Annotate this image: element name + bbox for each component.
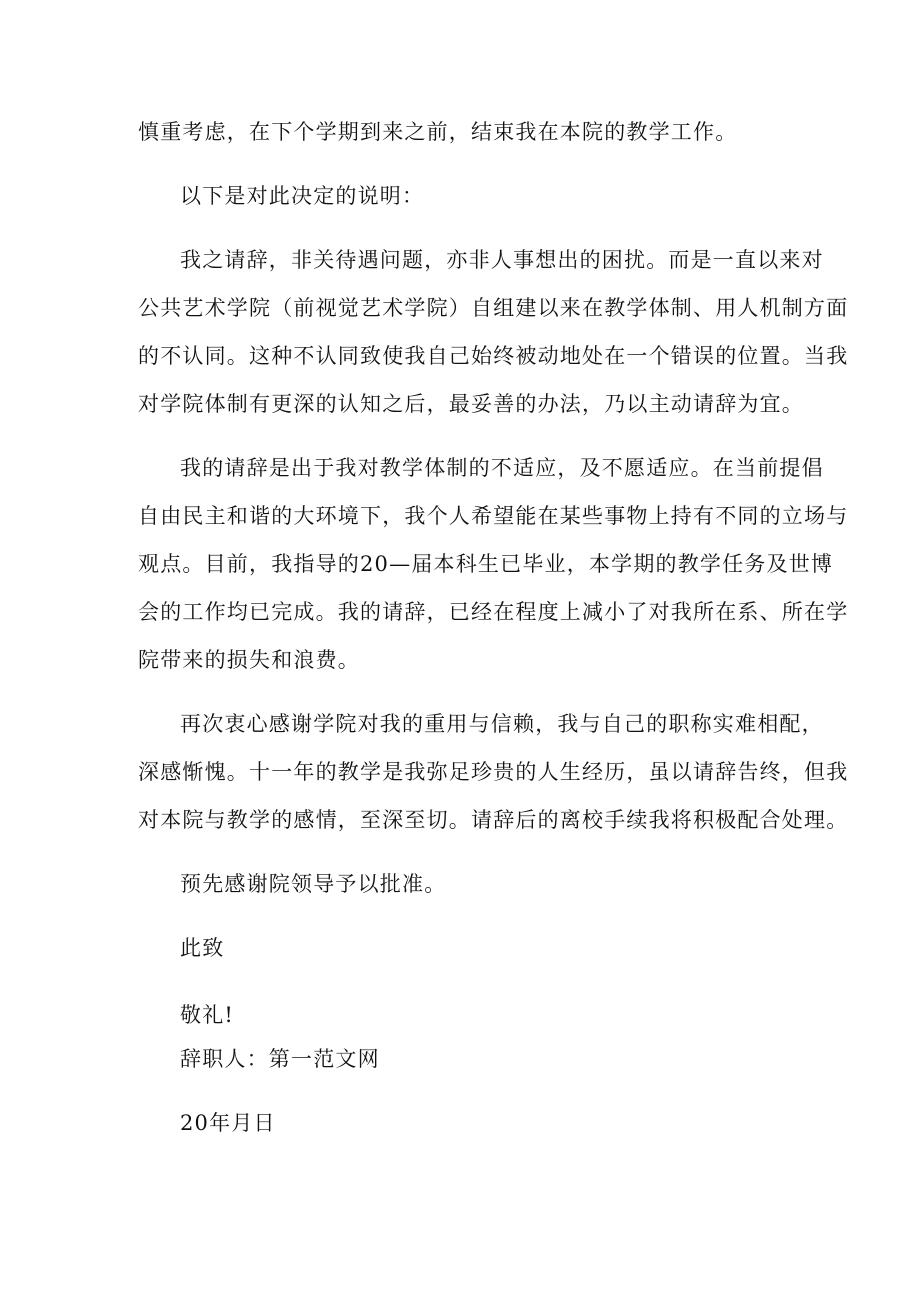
paragraph-line: 自由民主和谐的大环境下，我个人希望能在某些事物上持有不同的立场与 <box>138 504 849 528</box>
paragraph-line: 对本院与教学的感情，至深至切。请辞后的离校手续我将积极配合处理。 <box>138 808 849 832</box>
paragraph-line: 观点。目前，我指导的20—届本科生已毕业，本学期的教学任务及世博 <box>138 552 834 576</box>
closing-salutation: 此致 <box>180 936 225 960</box>
opening-tail-line: 慎重考虑，在下个学期到来之前，结束我在本院的教学工作。 <box>138 120 738 144</box>
paragraph-line: 我的请辞是出于我对教学体制的不适应，及不愿适应。在当前提倡 <box>180 456 824 480</box>
paragraph-line: 再次衷心感谢学院对我的重用与信赖，我与自己的职称实难相配， <box>180 712 824 736</box>
date-line: 20年月日 <box>180 1111 276 1135</box>
paragraph-line: 的不认同。这种不认同致使我自己始终被动地处在一个错误的位置。当我 <box>138 344 849 368</box>
thanks-line: 预先感谢院领导予以批准。 <box>180 872 447 896</box>
closing-regards: 敬礼! <box>180 1003 235 1027</box>
paragraph-line: 对学院体制有更深的认知之后，最妥善的办法，乃以主动请辞为宜。 <box>138 392 804 416</box>
paragraph-line: 公共艺术学院（前视觉艺术学院）自组建以来在教学体制、用人机制方面 <box>138 296 849 320</box>
paragraph-line: 院带来的损失和浪费。 <box>138 648 360 672</box>
paragraph-line: 深感惭愧。十一年的教学是我弥足珍贵的人生经历，虽以请辞告终，但我 <box>138 760 849 784</box>
paragraph-line: 会的工作均已完成。我的请辞，已经在程度上减小了对我所在系、所在学 <box>138 600 849 624</box>
signature-line: 辞职人：第一范文网 <box>180 1047 380 1071</box>
paragraph-line: 我之请辞，非关待遇问题，亦非人事想出的困扰。而是一直以来对 <box>180 248 824 272</box>
intro-line: 以下是对此决定的说明： <box>180 184 425 208</box>
